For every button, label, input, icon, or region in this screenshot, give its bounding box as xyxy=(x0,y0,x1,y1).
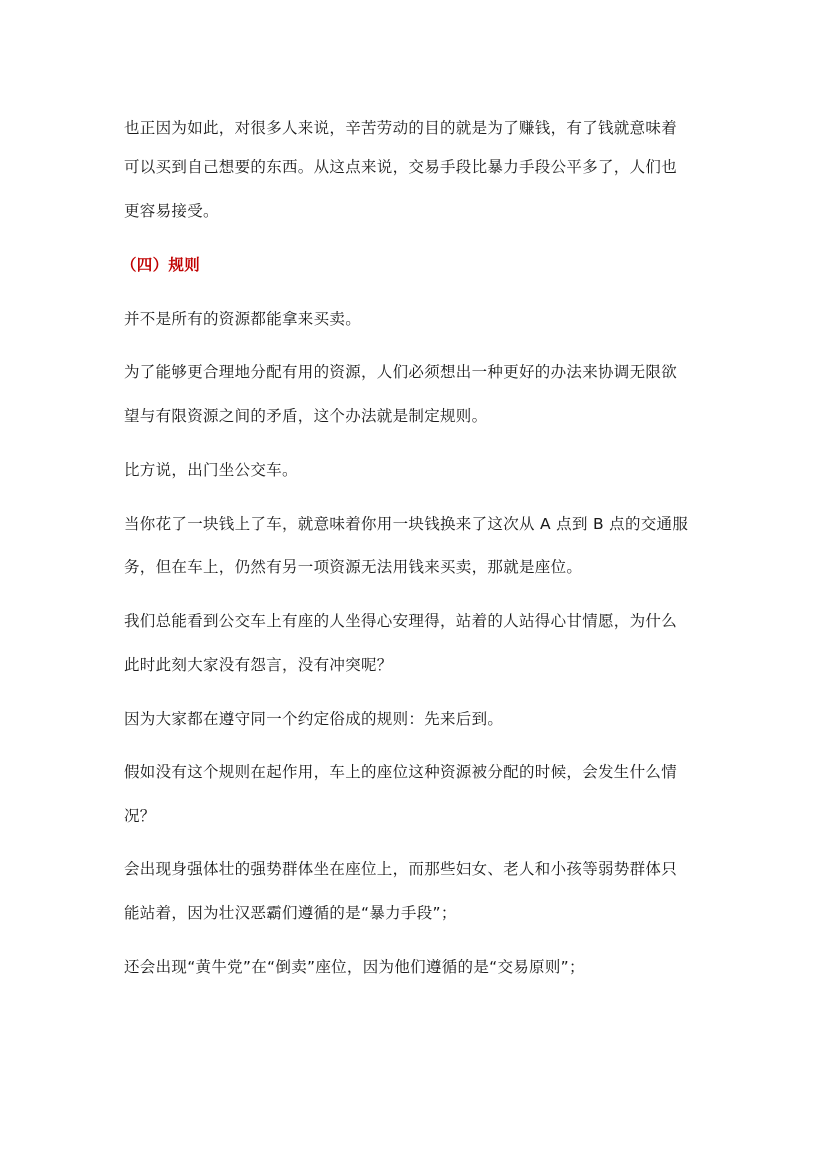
paragraph-5-line-1: 当你花了一块钱上了车，就意味着你用一块钱换来了这次从 A 点到 B 点的交通服 xyxy=(124,515,689,533)
paragraph-8-line-2: 况？ xyxy=(124,807,156,825)
paragraph-3-line-1: 为了能够更合理地分配有用的资源，人们必须想出一种更好的办法来协调无限欲 xyxy=(124,363,678,381)
paragraph-6-line-2: 此时此刻大家没有怨言，没有冲突呢？ xyxy=(124,656,393,674)
paragraph-1-line-1: 也正因为如此，对很多人来说，辛苦劳动的目的就是为了赚钱，有了钱就意味着 xyxy=(124,119,678,137)
paragraph-10: 还会出现“黄牛党”在“倒卖”座位，因为他们遵循的是“交易原则”； xyxy=(124,958,585,976)
paragraph-1-line-2: 可以买到自己想要的东西。从这点来说，交易手段比暴力手段公平多了，人们也 xyxy=(124,158,678,176)
paragraph-1-line-3: 更容易接受。 xyxy=(124,202,219,220)
paragraph-4: 比方说，出门坐公交车。 xyxy=(124,461,298,479)
paragraph-5-line-2: 务，但在车上，仍然有另一项资源无法用钱来买卖，那就是座位。 xyxy=(124,558,583,576)
paragraph-9-line-1: 会出现身强体壮的强势群体坐在座位上，而那些妇女、老人和小孩等弱势群体只 xyxy=(124,860,678,878)
paragraph-2: 并不是所有的资源都能拿来买卖。 xyxy=(124,310,362,328)
paragraph-7: 因为大家都在遵守同一个约定俗成的规则：先来后到。 xyxy=(124,710,504,728)
paragraph-9-line-2: 能站着，因为壮汉恶霸们遵循的是“暴力手段”； xyxy=(124,904,457,922)
paragraph-3-line-2: 望与有限资源之间的矛盾，这个办法就是制定规则。 xyxy=(124,407,488,425)
paragraph-6-line-1: 我们总能看到公交车上有座的人坐得心安理得，站着的人站得心甘情愿，为什么 xyxy=(124,612,678,630)
section-heading: （四）规则 xyxy=(121,256,201,274)
paragraph-8-line-1: 假如没有这个规则在起作用，车上的座位这种资源被分配的时候，会发生什么情 xyxy=(124,763,678,781)
